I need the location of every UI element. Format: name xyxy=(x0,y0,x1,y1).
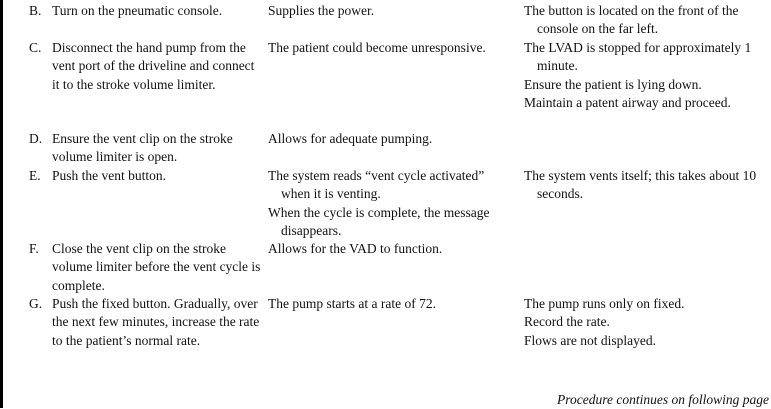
note-text: The LVAD is stopped for approximately 1 minute. xyxy=(524,40,752,74)
rationale-d xyxy=(268,130,500,148)
rationale-e xyxy=(268,167,500,241)
notes-g xyxy=(524,295,764,350)
notes-b xyxy=(524,2,764,39)
step-g xyxy=(29,295,264,350)
step-letter: G. xyxy=(29,296,43,311)
rationale-c xyxy=(268,39,500,57)
note-text: Record the rate. xyxy=(524,314,610,330)
rationale-b xyxy=(268,2,500,20)
step-letter: C. xyxy=(29,40,42,55)
rationale-text: The system reads “vent cycle activated” when it is venting. xyxy=(268,168,485,202)
step-text: Push the fixed button. Gradually, over the next few minutes, increase the rate to the patient’s normal rate. xyxy=(52,296,260,348)
continuation-note: Procedure continues on following page xyxy=(557,392,769,407)
note-text: The button is located on the front of the console on the far left. xyxy=(524,3,739,37)
rationale-text: The patient could become unresponsive. xyxy=(268,40,486,55)
rationale-text: Allows for adequate pumping. xyxy=(268,131,433,146)
step-text: Push the vent button. xyxy=(52,168,166,183)
step-text: Close the vent clip on the stroke volume limiter before the vent cycle is complete. xyxy=(52,241,261,293)
step-d xyxy=(29,130,264,167)
step-e xyxy=(29,167,264,185)
note-text: Flows are not displayed. xyxy=(524,332,656,348)
step-letter: F. xyxy=(29,241,39,256)
note-text: The system vents itself; this takes about 10 seconds. xyxy=(524,168,757,202)
step-f xyxy=(29,240,264,295)
notes-c xyxy=(524,39,764,113)
notes-e xyxy=(524,167,764,204)
step-letter: B. xyxy=(29,3,42,18)
rationale-g xyxy=(268,295,500,313)
step-text: Disconnect the hand pump from the vent port of the driveline and connect it to the stroke volume limiter. xyxy=(52,40,255,92)
note-text: Maintain a patent airway and proceed. xyxy=(524,95,731,111)
step-text: Ensure the vent clip on the stroke volume limiter is open. xyxy=(52,131,233,165)
left-margin-rule xyxy=(0,0,3,408)
rationale-f xyxy=(268,240,500,258)
step-c xyxy=(29,39,264,94)
step-letter: D. xyxy=(29,131,43,146)
note-text: Ensure the patient is lying down. xyxy=(524,76,702,92)
rationale-text: Supplies the power. xyxy=(268,3,375,18)
rationale-text: The pump starts at a rate of 72. xyxy=(268,296,436,311)
rationale-text: When the cycle is complete, the message disappears. xyxy=(268,204,490,239)
note-text: The pump runs only on fixed. xyxy=(524,296,685,311)
step-b xyxy=(29,2,264,20)
rationale-text: Allows for the VAD to function. xyxy=(268,241,443,256)
step-letter: E. xyxy=(29,168,41,183)
step-text: Turn on the pneumatic console. xyxy=(52,3,223,18)
